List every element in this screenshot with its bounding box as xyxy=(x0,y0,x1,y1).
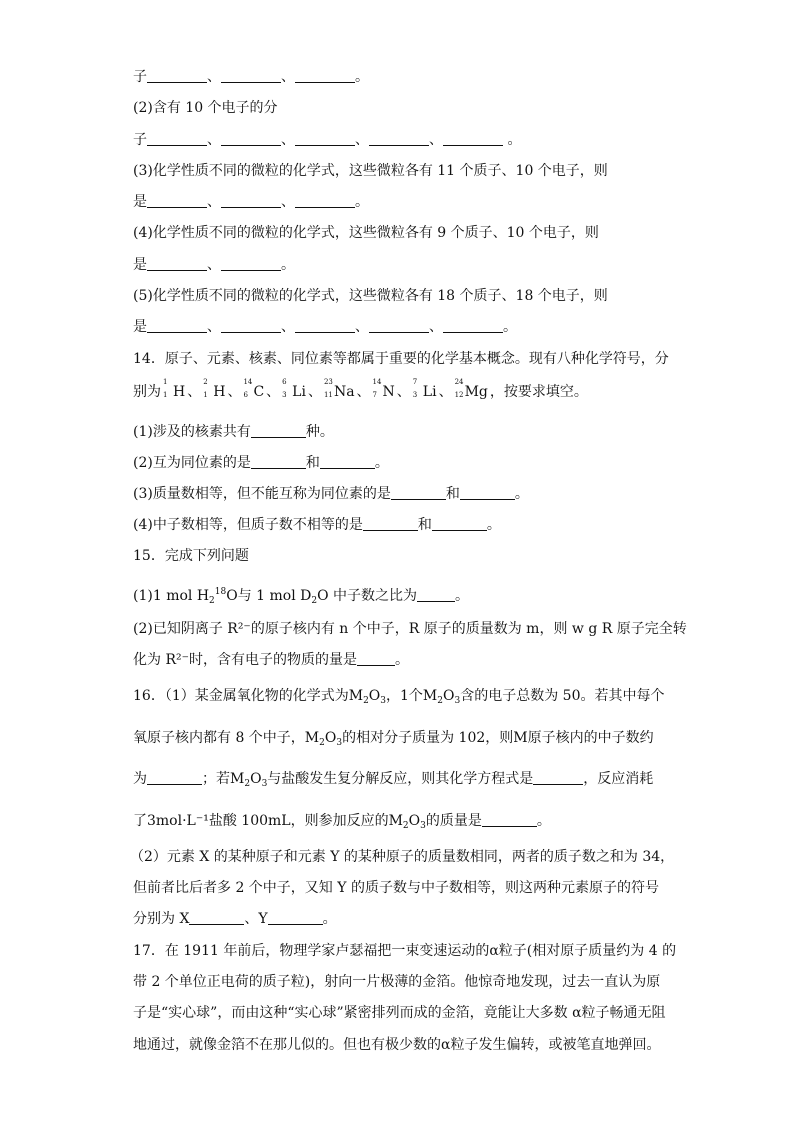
element-symbol: N xyxy=(382,384,395,400)
period: 。 xyxy=(355,194,369,210)
answer-blank[interactable] xyxy=(147,256,207,271)
period: 。 xyxy=(486,517,501,533)
q17-line2: 带 2 个单位正电荷的质子粒)，射向一片极薄的金箔。他惊奇地发现，过去一直认为原 xyxy=(133,974,661,990)
subscript: 2 xyxy=(363,696,369,706)
answer-blank[interactable] xyxy=(268,910,323,925)
q14-symbols-line xyxy=(133,378,588,401)
answer-blank[interactable] xyxy=(295,318,355,333)
nuclide-symbol xyxy=(243,378,265,401)
text: 和 xyxy=(305,455,320,471)
text: ，按要求填空。 xyxy=(489,384,588,400)
text: 分别为 X xyxy=(133,911,190,927)
answer-blank[interactable] xyxy=(369,131,429,146)
sep: 、 xyxy=(281,132,295,148)
atomic-number: 6 xyxy=(243,391,248,399)
q16-2-line2: 但前者比后者多 2 个中子，又知 Y 的质子数与中子数相等，则这两种元素原子的符号 xyxy=(133,880,659,896)
subscript: 3 xyxy=(261,779,268,789)
q13-5-answer-line xyxy=(133,318,517,336)
period: 。 xyxy=(514,486,529,502)
text: 种。 xyxy=(305,424,334,440)
q15-stem: 15．完成下列问题 xyxy=(133,548,249,564)
element-symbol: Mg xyxy=(464,384,488,400)
q14-stem: 14．原子、元素、核素、同位素等都属于重要的化学基本概念。现有八种化学符号，分 xyxy=(133,351,669,367)
answer-blank[interactable] xyxy=(147,770,202,785)
q14-4 xyxy=(133,516,501,534)
answer-blank[interactable] xyxy=(443,318,503,333)
q13-2-answer-line xyxy=(133,131,521,149)
answer-blank[interactable] xyxy=(432,516,487,531)
subscript: 3 xyxy=(454,696,461,706)
sep: 、 xyxy=(355,319,369,335)
nuclide-symbol xyxy=(412,378,437,401)
q14-2 xyxy=(133,454,389,472)
text: 和 xyxy=(417,517,432,533)
element-symbol: Li xyxy=(292,384,306,400)
answer-blank[interactable] xyxy=(189,910,244,925)
text: 是 xyxy=(133,194,147,210)
atomic-number: 7 xyxy=(372,391,378,399)
answer-blank[interactable] xyxy=(533,770,583,785)
text: 的相对分子质量为 102，则M原子核内的中子数约 xyxy=(342,730,654,746)
text: 的质量是 xyxy=(425,813,482,829)
superscript: 18 xyxy=(214,587,227,597)
q15-2-line1: (2)已知阴离子 R²⁻的原子核内有 n 个中子，R 原子的质量数为 m，则 w g R 原子完全转 xyxy=(133,621,687,637)
nuclide-symbol xyxy=(323,378,355,401)
answer-blank[interactable] xyxy=(295,68,355,83)
answer-blank[interactable] xyxy=(221,318,281,333)
text: ；若M xyxy=(202,771,245,787)
text: 是 xyxy=(133,257,147,273)
text: 子 xyxy=(133,69,147,85)
text: 和 xyxy=(445,486,460,502)
answer-blank[interactable] xyxy=(251,423,306,438)
answer-blank[interactable] xyxy=(147,131,207,146)
period: 。 xyxy=(281,257,295,273)
mass-number: 24 xyxy=(454,378,464,386)
period: 。 xyxy=(374,455,389,471)
mass-number: 14 xyxy=(372,378,382,386)
q13-4-prompt: (4)化学性质不同的微粒的化学式，这些微粒各有 9 个质子、10 个电子，则 xyxy=(133,225,599,241)
element-symbol: H xyxy=(173,384,186,400)
subscript: 3 xyxy=(380,696,387,706)
q16-2-line3 xyxy=(133,910,337,928)
q13-4-answer-line xyxy=(133,256,295,274)
period: 。 xyxy=(395,652,409,668)
answer-blank[interactable] xyxy=(460,485,515,500)
sep: 、 xyxy=(207,69,221,85)
element-symbol: C xyxy=(253,384,265,400)
q16-2-line1: （2）元素 X 的某种原子和元素 Y 的某种原子的质量数相同，两者的质子数之和为 34， xyxy=(130,849,675,865)
text: 16．（1）某金属氧化物的化学式为M xyxy=(133,688,364,704)
text: O与 1 mol D xyxy=(226,588,312,604)
text: (2)互为同位素的是 xyxy=(133,455,251,471)
q16-line4 xyxy=(133,812,551,835)
nuclide-list xyxy=(161,378,490,400)
q13-2-prompt: (2)含有 10 个电子的分 xyxy=(133,100,278,116)
q13-5-prompt: (5)化学性质不同的微粒的化学式，这些微粒各有 18 个质子、18 个电子，则 xyxy=(133,288,608,304)
answer-blank[interactable] xyxy=(221,256,281,271)
subscript: 3 xyxy=(420,821,426,831)
answer-blank[interactable] xyxy=(147,193,207,208)
sep: 、 xyxy=(355,132,369,148)
sep: 、 xyxy=(207,319,221,335)
answer-blank[interactable] xyxy=(357,651,395,666)
subscript: 2 xyxy=(209,596,215,606)
answer-blank[interactable] xyxy=(221,131,281,146)
text: 为 xyxy=(133,771,147,787)
text: 、Y xyxy=(244,911,268,927)
text: (1)涉及的核素共有 xyxy=(133,424,251,440)
sep: 、 xyxy=(307,384,322,400)
nuclide-symbol xyxy=(163,378,186,401)
text: 化为 R²⁻时，含有电子的物质的量是 xyxy=(133,652,357,668)
period: 。 xyxy=(455,588,470,604)
q17-line1: 17．在 1911 年前后，物理学家卢瑟福把一束变速运动的α粒子(相对原子质量约为 4 的 xyxy=(133,943,677,959)
text: 与盐酸发生复分解反应，则其化学方程式是 xyxy=(267,771,534,787)
nuclide-symbol xyxy=(454,378,488,401)
text: 是 xyxy=(133,319,147,335)
text: ，1个M xyxy=(386,688,438,704)
text: (1)1 mol H xyxy=(133,588,210,604)
text: 含的电子总数为 50。若其中每个 xyxy=(460,688,665,704)
sep: 、 xyxy=(207,257,221,273)
element-symbol: Li xyxy=(422,384,437,400)
answer-blank[interactable] xyxy=(417,587,455,602)
atomic-number: 1 xyxy=(203,391,208,399)
sep: 、 xyxy=(356,384,371,400)
element-symbol: Na xyxy=(333,384,355,400)
q17-line4: 地通过，就像金箔不在那儿似的。但也有极少数的α粒子发生偏转，或被笔直地弹回。 xyxy=(133,1037,661,1053)
atomic-number: 3 xyxy=(282,391,287,399)
subscript: 3 xyxy=(336,738,343,748)
sep: 、 xyxy=(438,384,453,400)
q13-1-answer-line xyxy=(133,68,369,86)
mass-number: 1 xyxy=(163,378,168,386)
text: 子 xyxy=(133,132,147,148)
answer-blank[interactable] xyxy=(295,193,355,208)
sep: 、 xyxy=(281,69,295,85)
nuclide-symbol xyxy=(372,378,395,401)
sep: 、 xyxy=(266,384,281,400)
atomic-number: 11 xyxy=(323,391,333,399)
atomic-number: 12 xyxy=(454,391,464,399)
mass-number: 7 xyxy=(412,378,418,386)
subscript: 2 xyxy=(319,738,325,748)
mass-number: 14 xyxy=(243,378,253,386)
nuclide-symbol xyxy=(282,378,306,401)
mass-number: 2 xyxy=(203,378,208,386)
period: 。 xyxy=(322,911,337,927)
answer-blank[interactable] xyxy=(391,485,446,500)
sep: 、 xyxy=(429,132,443,148)
text: O xyxy=(368,688,381,704)
subscript: 2 xyxy=(244,779,251,789)
q14-3 xyxy=(133,485,529,503)
sep: 、 xyxy=(281,319,295,335)
answer-blank[interactable] xyxy=(295,131,355,146)
q15-2-line2 xyxy=(133,651,409,669)
period: 。 xyxy=(503,319,517,335)
nuclide-symbol xyxy=(203,378,226,401)
sep: 、 xyxy=(187,384,202,400)
sep: 、 xyxy=(207,194,221,210)
text: (3)质量数相等，但不能互称为同位素的是 xyxy=(133,486,391,502)
subscript: 2 xyxy=(437,696,443,706)
element-symbol: H xyxy=(213,384,226,400)
sep: 、 xyxy=(227,384,242,400)
q16-line3 xyxy=(133,770,653,793)
q17-line3: 子是“实心球”，而由这种“实心球”紧密排列而成的金箔，竟能让大多数 α粒子畅通无阻 xyxy=(133,1005,666,1021)
text: 别为 xyxy=(133,384,161,400)
q13-3-prompt: (3)化学性质不同的微粒的化学式，这些微粒各有 11 个质子、10 个电子，则 xyxy=(133,163,608,179)
period: 。 xyxy=(507,132,522,148)
text: O xyxy=(250,771,262,787)
text: 氧原子核内都有 8 个中子，M xyxy=(133,730,320,746)
text: 了3mol·L⁻¹盐酸 100mL，则参加反应的M xyxy=(133,813,403,829)
period: 。 xyxy=(536,813,551,829)
answer-blank[interactable] xyxy=(482,812,537,827)
answer-blank[interactable] xyxy=(251,454,306,469)
text: O 中子数之比为 xyxy=(317,588,418,604)
text: O xyxy=(408,813,421,829)
text: (4)中子数相等，但质子数不相等的是 xyxy=(133,517,363,533)
answer-blank[interactable] xyxy=(221,193,281,208)
answer-blank[interactable] xyxy=(221,68,281,83)
answer-blank[interactable] xyxy=(363,516,418,531)
text: ，反应消耗 xyxy=(583,771,654,787)
text: O xyxy=(324,730,337,746)
sep: 、 xyxy=(396,384,411,400)
atomic-number: 1 xyxy=(163,391,168,399)
sep: 、 xyxy=(281,194,295,210)
q15-1 xyxy=(133,583,469,610)
mass-number: 6 xyxy=(282,378,287,386)
subscript: 2 xyxy=(311,596,318,606)
answer-blank[interactable] xyxy=(443,131,503,146)
q13-3-answer-line xyxy=(133,193,369,211)
answer-blank[interactable] xyxy=(369,318,429,333)
answer-blank[interactable] xyxy=(147,68,207,83)
q16-line2 xyxy=(133,729,654,752)
sep: 、 xyxy=(207,132,221,148)
subscript: 2 xyxy=(402,821,409,831)
sep: 、 xyxy=(429,319,443,335)
answer-blank[interactable] xyxy=(320,454,375,469)
answer-blank[interactable] xyxy=(147,318,207,333)
q16-line1 xyxy=(133,687,664,710)
text: O xyxy=(443,688,455,704)
period: 。 xyxy=(355,69,369,85)
q14-1 xyxy=(133,423,334,441)
mass-number: 23 xyxy=(323,378,333,386)
atomic-number: 3 xyxy=(412,391,418,399)
